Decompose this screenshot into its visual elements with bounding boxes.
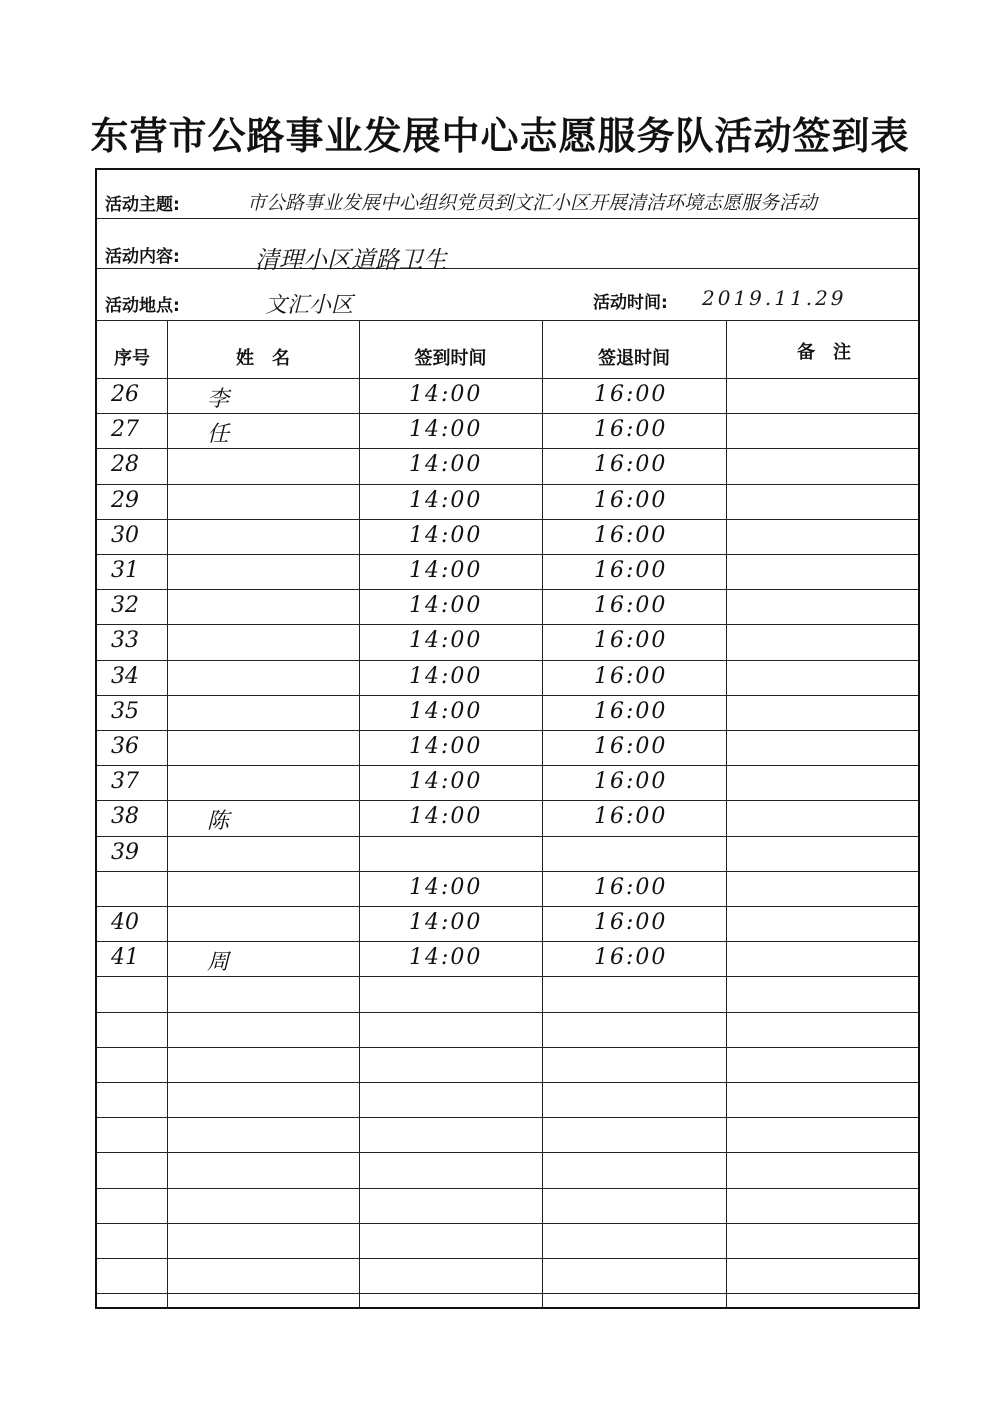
time-label: 活动时间: [593, 293, 668, 313]
column-header-signin: 签到时间 [414, 348, 487, 369]
row-signout-time: 16:00 [594, 874, 668, 900]
row-divider [97, 484, 918, 485]
place-value: 文汇小区 [265, 293, 354, 318]
column-divider [167, 320, 168, 1307]
row-divider [97, 624, 918, 625]
row-name: 陈 [207, 809, 230, 835]
row-signin-time: 14:00 [409, 945, 483, 971]
divider [97, 268, 918, 269]
row-signin-time: 14:00 [409, 382, 483, 407]
theme-label: 活动主题: [105, 195, 180, 215]
row-signout-time: 16:00 [594, 663, 668, 689]
row-signin-time: 14:00 [409, 804, 483, 830]
column-divider [542, 320, 543, 1307]
row-number: 34 [111, 663, 139, 689]
row-number: 30 [111, 522, 139, 548]
row-divider [97, 1012, 918, 1013]
row-divider [97, 1223, 918, 1224]
content-value: 清理小区道路卫生 [255, 246, 447, 274]
row-signin-time: 14:00 [409, 874, 483, 900]
place-label: 活动地点: [105, 296, 180, 316]
row-signin-time: 14:00 [409, 593, 483, 619]
row-signout-time: 16:00 [594, 417, 668, 443]
row-number: 31 [111, 558, 139, 583]
row-signout-time: 16:00 [594, 452, 668, 478]
row-signout-time: 16:00 [594, 522, 668, 548]
row-divider [97, 1188, 918, 1189]
row-divider [97, 695, 918, 696]
column-header-name: 姓 名 [236, 348, 290, 369]
row-number: 29 [111, 487, 139, 513]
row-divider [97, 871, 918, 872]
row-signin-time: 14:00 [409, 910, 483, 935]
row-signin-time: 14:00 [409, 734, 483, 759]
row-signin-time: 14:00 [409, 522, 483, 548]
column-header-remark: 备 注 [797, 342, 851, 363]
row-signout-time: 16:00 [594, 487, 668, 513]
row-divider [97, 1152, 918, 1153]
row-signout-time: 16:00 [594, 628, 668, 654]
column-header-no: 序号 [114, 348, 150, 369]
row-signin-time: 14:00 [409, 628, 483, 654]
row-divider [97, 800, 918, 801]
row-signout-time: 16:00 [594, 382, 668, 407]
row-number: 38 [111, 804, 139, 830]
row-divider [97, 1082, 918, 1083]
row-signin-time: 14:00 [409, 769, 483, 795]
row-signin-time: 14:00 [409, 417, 483, 443]
row-divider [97, 1117, 918, 1118]
row-divider [97, 906, 918, 907]
row-number: 39 [111, 839, 139, 865]
row-signout-time: 16:00 [594, 804, 668, 830]
row-signout-time: 16:00 [594, 769, 668, 795]
row-divider [97, 1047, 918, 1048]
row-number: 41 [111, 945, 139, 971]
row-divider [97, 1258, 918, 1259]
row-number: 26 [111, 382, 139, 407]
row-number: 33 [111, 628, 139, 654]
column-divider [726, 320, 727, 1307]
row-divider [97, 660, 918, 661]
row-divider [97, 1293, 918, 1294]
row-signout-time: 16:00 [594, 698, 668, 724]
divider [97, 218, 918, 219]
row-signout-time: 16:00 [594, 945, 668, 971]
row-divider [97, 941, 918, 942]
row-number: 36 [111, 734, 139, 759]
row-divider [97, 836, 918, 837]
row-divider [97, 554, 918, 555]
row-divider [97, 765, 918, 766]
column-divider [359, 320, 360, 1307]
content-label: 活动内容: [105, 247, 180, 267]
row-number: 28 [111, 452, 139, 478]
divider [97, 320, 918, 321]
row-number: 27 [111, 417, 139, 443]
row-signin-time: 14:00 [409, 558, 483, 583]
row-divider [97, 976, 918, 977]
row-name: 任 [207, 422, 230, 448]
row-signin-time: 14:00 [409, 698, 483, 724]
row-divider [97, 519, 918, 520]
row-signout-time: 16:00 [594, 910, 668, 935]
row-name: 周 [207, 950, 230, 976]
row-number: 37 [111, 769, 139, 795]
row-divider [97, 448, 918, 449]
row-signin-time: 14:00 [409, 487, 483, 513]
row-signout-time: 16:00 [594, 593, 668, 619]
page-title: 东营市公路事业发展中心志愿服务队活动签到表 [90, 114, 910, 158]
row-number: 35 [111, 698, 139, 724]
column-header-signout: 签退时间 [598, 348, 670, 369]
sign-in-table [95, 168, 920, 1309]
row-signin-time: 14:00 [409, 663, 483, 689]
row-number: 40 [111, 910, 139, 935]
row-divider [97, 378, 918, 379]
theme-value: 市公路事业发展中心组织党员到文汇小区开展清洁环境志愿服务活动 [247, 192, 818, 214]
row-divider [97, 730, 918, 731]
row-signout-time: 16:00 [594, 734, 668, 759]
row-name: 李 [207, 387, 230, 412]
time-value: 2019.11.29 [702, 286, 847, 310]
row-divider [97, 413, 918, 414]
row-signin-time: 14:00 [409, 452, 483, 478]
row-number: 32 [111, 593, 139, 619]
row-divider [97, 589, 918, 590]
row-signout-time: 16:00 [594, 558, 668, 583]
